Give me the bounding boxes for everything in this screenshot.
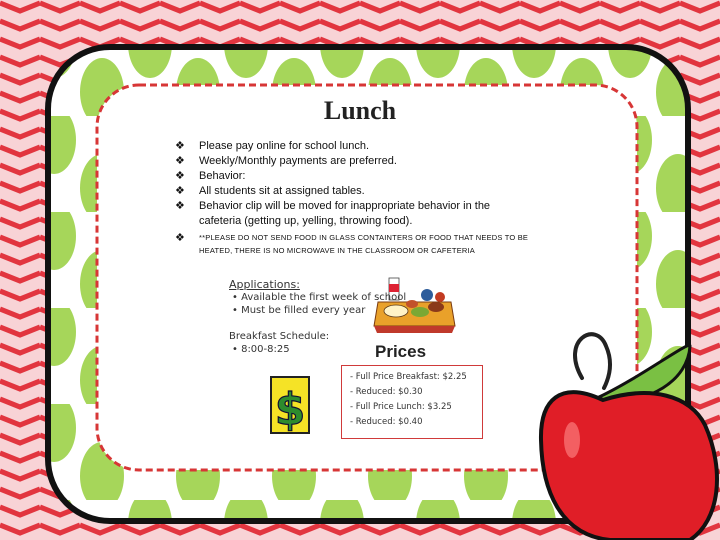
diamond-bullet-icon: ❖	[175, 155, 185, 167]
slide-title: Lunch	[323, 96, 397, 125]
price-row: - Reduced: $0.40	[350, 417, 423, 427]
list-item: ❖ Behavior clip will be moved for inappropriate behavior in the cafeteria (getting up, yelling, throwing food).	[175, 200, 491, 227]
breakfast-heading: Breakfast Schedule:	[229, 331, 330, 342]
price-row: - Full Price Lunch: $3.25	[350, 402, 452, 412]
price-row: - Reduced: $0.30	[350, 387, 423, 397]
applications-item: • Must be filled every year	[232, 305, 366, 316]
list-item: ❖ All students sit at assigned tables.	[175, 185, 365, 197]
svg-text:$: $	[274, 384, 306, 435]
list-item: ❖ Please pay online for school lunch.	[175, 140, 369, 152]
applications-heading: Applications:	[229, 278, 300, 291]
applications-item: • Available the first week of school	[232, 292, 407, 303]
list-item: ❖ Weekly/Monthly payments are preferred.	[175, 155, 397, 167]
breakfast-time: • 8:00-8:25	[232, 344, 290, 355]
prices-title: Prices	[375, 342, 427, 361]
dollar-sign-icon	[271, 377, 309, 435]
diamond-bullet-icon: ❖	[175, 200, 185, 212]
diamond-bullet-icon: ❖	[175, 170, 185, 182]
warning-note: ❖ **PLEASE DO NOT SEND FOOD IN GLASS CONTAINTERS OR FOOD THAT NEEDS TO BE HEATED, THERE IS NO MICROWAVE IN THE CLASSROOM OR CAFETERIA	[175, 232, 529, 255]
price-list	[341, 365, 483, 439]
diamond-bullet-icon: ❖	[175, 140, 185, 152]
list-item: ❖ Behavior:	[175, 170, 246, 182]
price-row: - Full Price Breakfast: $2.25	[350, 372, 467, 382]
diamond-bullet-icon: ❖	[175, 232, 186, 244]
bullet-list	[175, 139, 535, 257]
diamond-bullet-icon: ❖	[175, 185, 185, 197]
